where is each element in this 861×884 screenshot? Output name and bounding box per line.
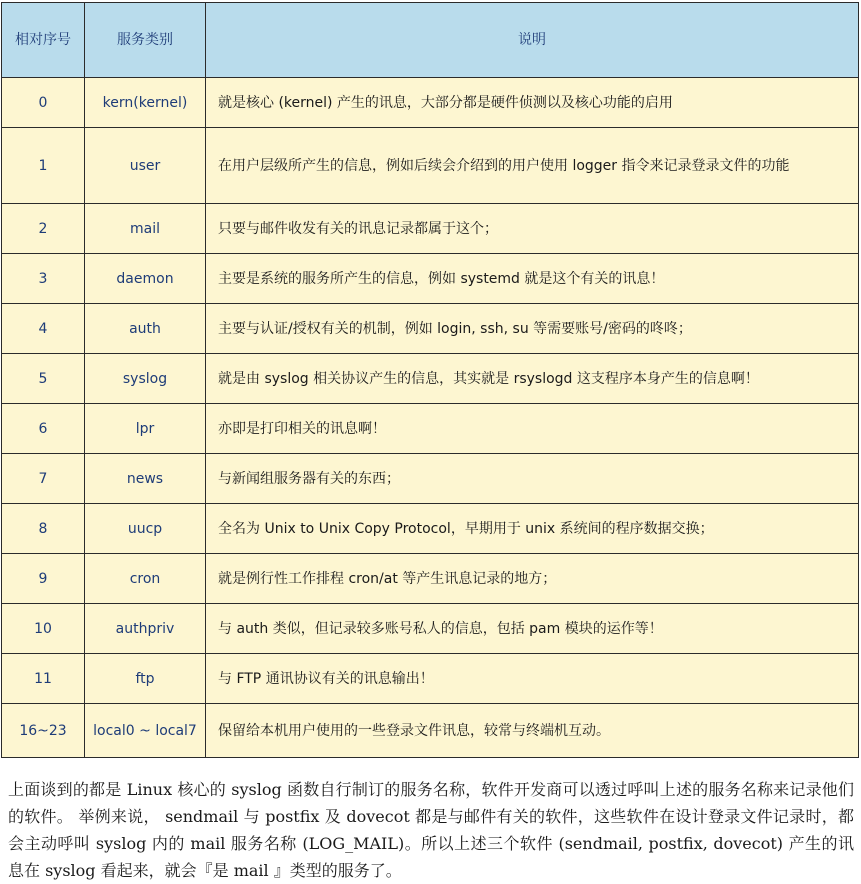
table-row [2, 454, 859, 504]
row-type: user [85, 128, 206, 204]
row-type: daemon [85, 254, 206, 304]
row-num: 11 [2, 654, 85, 704]
row-desc: 在用户层级所产生的信息，例如后续会介绍到的用户使用 logger 指令来记录登录文件的功能 [206, 128, 859, 204]
row-desc: 主要是系统的服务所产生的信息，例如 systemd 就是这个有关的讯息！ [206, 254, 859, 304]
table-row [2, 128, 859, 204]
row-num: 6 [2, 404, 85, 454]
row-type: uucp [85, 504, 206, 554]
table-row [2, 204, 859, 254]
row-desc: 主要与认证/授权有关的机制，例如 login, ssh, su 等需要账号/密码的咚咚； [206, 304, 859, 354]
row-desc: 就是核心 (kernel) 产生的讯息，大部分都是硬件侦测以及核心功能的启用 [206, 78, 859, 128]
row-desc: 与 FTP 通讯协议有关的讯息输出！ [206, 654, 859, 704]
row-type: news [85, 454, 206, 504]
row-desc: 与 auth 类似，但记录较多账号私人的信息，包括 pam 模块的运作等！ [206, 604, 859, 654]
row-num: 10 [2, 604, 85, 654]
table-row [2, 404, 859, 454]
row-desc: 与新闻组服务器有关的东西； [206, 454, 859, 504]
row-desc: 亦即是打印相关的讯息啊！ [206, 404, 859, 454]
row-type: kern(kernel) [85, 78, 206, 128]
row-num: 8 [2, 504, 85, 554]
row-num: 0 [2, 78, 85, 128]
row-type: lpr [85, 404, 206, 454]
row-num: 16~23 [2, 704, 85, 758]
table-row [2, 654, 859, 704]
table-row [2, 554, 859, 604]
row-type: mail [85, 204, 206, 254]
table-row [2, 504, 859, 554]
row-type: syslog [85, 354, 206, 404]
header-seq: 相对序号 [2, 3, 85, 78]
table-row [2, 254, 859, 304]
row-desc: 全名为 Unix to Unix Copy Protocol，早期用于 unix 系统间的程序数据交换； [206, 504, 859, 554]
row-num: 5 [2, 354, 85, 404]
explanation-paragraph: 上面谈到的都是 Linux 核心的 syslog 函数自行制订的服务名称，软件开发商可以透过呼叫上述的服务名称来记录他们的软件。 举例来说， sendmail 与 postfix 及 dovecot 都是与邮件有关的软件，这些软件在设计登录文件记录时，都会主动呼叫 syslog 内的 mail 服务名称 (LOG_MAIL)。所以上述三个软件 (sendmail, postfix, dovecot) 产生的讯息在 syslog 看起来，就会『是 mail 』类型的服务了。 [8, 780, 854, 880]
row-type: cron [85, 554, 206, 604]
table-row [2, 78, 859, 128]
row-desc: 就是由 syslog 相关协议产生的信息，其实就是 rsyslogd 这支程序本身产生的信息啊！ [206, 354, 859, 404]
row-type: authpriv [85, 604, 206, 654]
row-num: 7 [2, 454, 85, 504]
table-row [2, 704, 859, 758]
table-row [2, 604, 859, 654]
row-type: auth [85, 304, 206, 354]
row-type: local0 ~ local7 [85, 704, 206, 758]
row-num: 2 [2, 204, 85, 254]
row-num: 3 [2, 254, 85, 304]
table-header-row [2, 3, 859, 78]
row-num: 9 [2, 554, 85, 604]
row-type: ftp [85, 654, 206, 704]
row-desc: 只要与邮件收发有关的讯息记录都属于这个； [206, 204, 859, 254]
header-type: 服务类别 [85, 3, 206, 78]
row-num: 1 [2, 128, 85, 204]
facility-table [1, 2, 859, 758]
row-desc: 保留给本机用户使用的一些登录文件讯息，较常与终端机互动。 [206, 704, 859, 758]
table-row [2, 354, 859, 404]
row-desc: 就是例行性工作排程 cron/at 等产生讯息记录的地方； [206, 554, 859, 604]
table-row [2, 304, 859, 354]
header-desc: 说明 [206, 3, 859, 78]
row-num: 4 [2, 304, 85, 354]
